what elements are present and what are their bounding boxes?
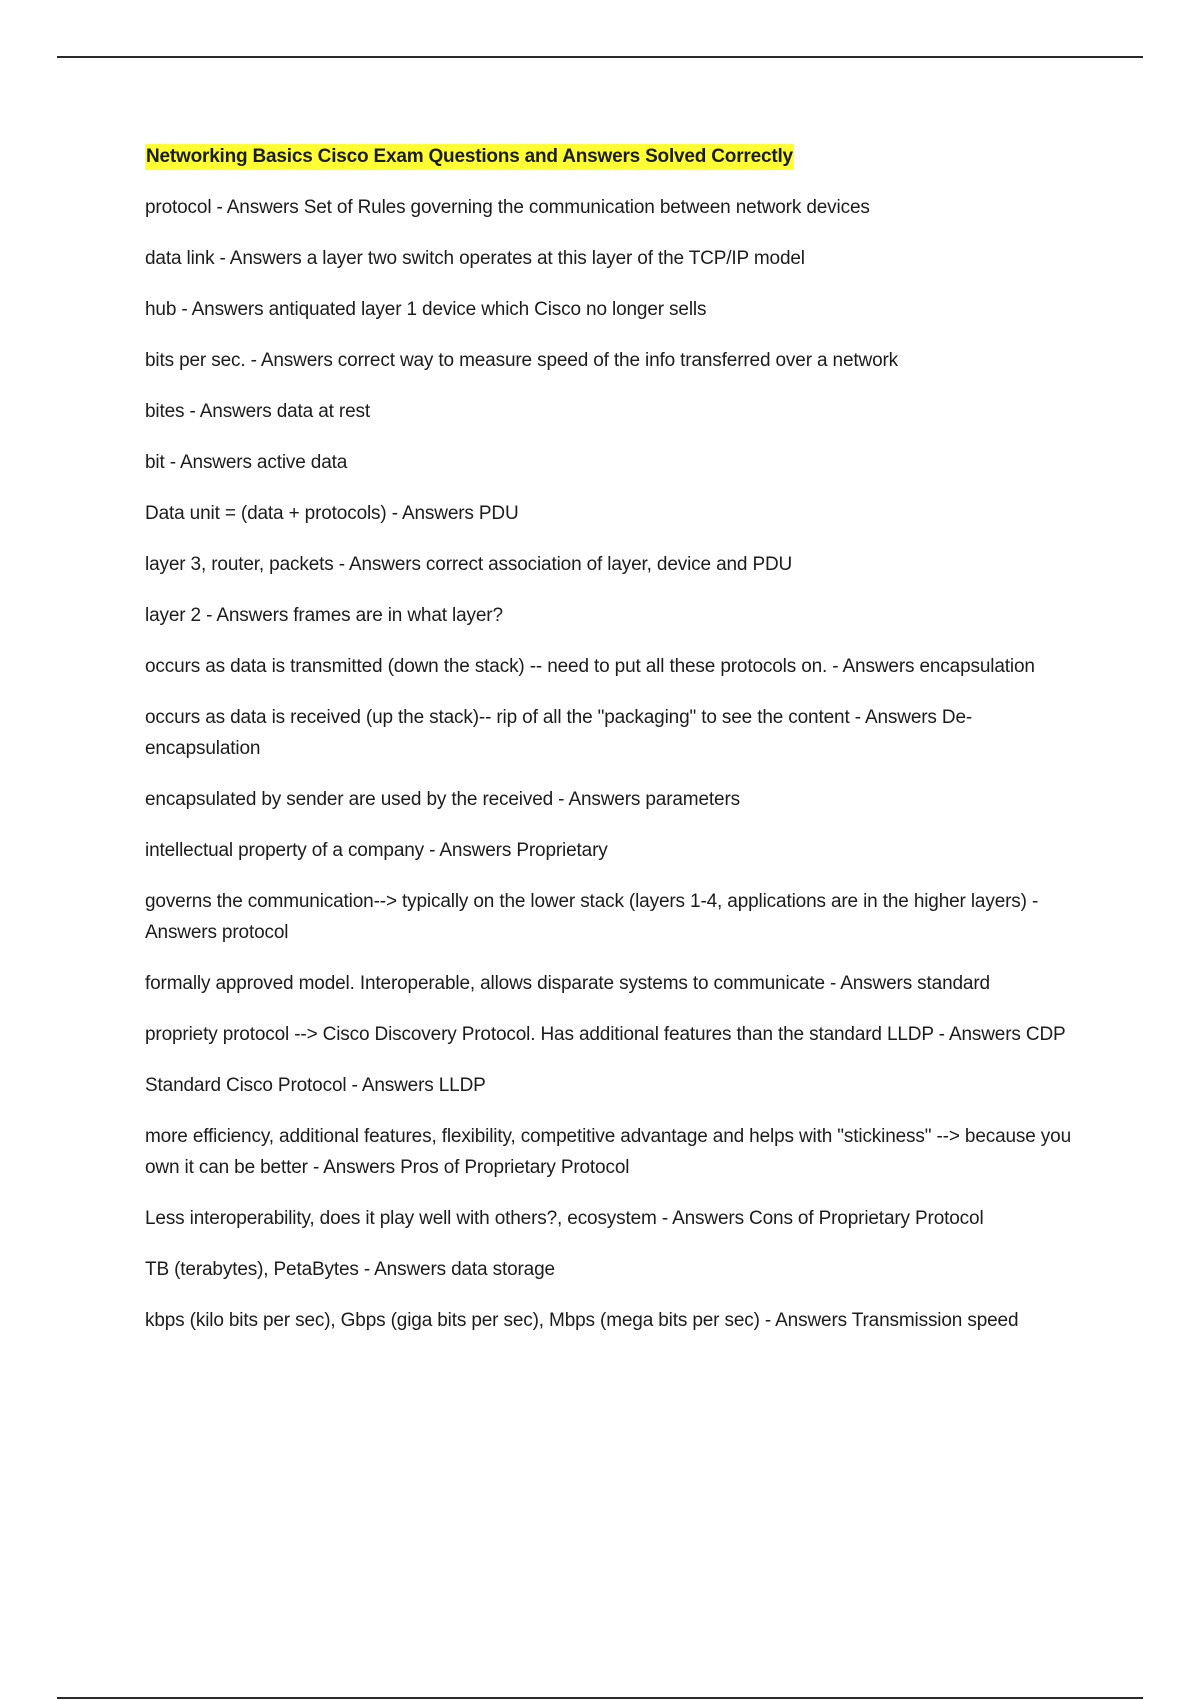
- qa-entry: governs the communication--> typically on the lower stack (layers 1-4, applications are in the higher layers) - Answers protocol: [145, 891, 1039, 943]
- qa-entry: data link - Answers a layer two switch operates at this layer of the TCP/IP model: [145, 248, 805, 269]
- qa-entry: layer 3, router, packets - Answers correct association of layer, device and PDU: [145, 554, 793, 575]
- qa-entry: encapsulated by sender are used by the received - Answers parameters: [145, 789, 740, 810]
- qa-entry: Less interoperability, does it play well with others?, ecosystem - Answers Cons of Proprietary Protocol: [145, 1208, 984, 1229]
- qa-entry: formally approved model. Interoperable, allows disparate systems to communicate - Answers standard: [145, 973, 990, 994]
- document-body: [145, 144, 1085, 1356]
- page-top-rule: [57, 56, 1143, 58]
- page-bottom-rule: [57, 1697, 1143, 1699]
- document-title: Networking Basics Cisco Exam Questions and Answers Solved Correctly: [145, 144, 794, 170]
- qa-entry: Standard Cisco Protocol - Answers LLDP: [145, 1075, 486, 1096]
- qa-entry: bit - Answers active data: [145, 452, 348, 473]
- qa-entry: bites - Answers data at rest: [145, 401, 370, 422]
- qa-entry: layer 2 - Answers frames are in what layer?: [145, 605, 503, 626]
- qa-entry: hub - Answers antiquated layer 1 device which Cisco no longer sells: [145, 299, 707, 320]
- qa-entry: protocol - Answers Set of Rules governing the communication between network devices: [145, 197, 870, 218]
- qa-entry: TB (terabytes), PetaBytes - Answers data storage: [145, 1259, 555, 1280]
- qa-entry: occurs as data is received (up the stack)-- rip of all the "packaging" to see the content - Answers De-encapsulation: [145, 707, 973, 759]
- qa-entry: occurs as data is transmitted (down the stack) -- need to put all these protocols on. - Answers encapsulation: [145, 656, 1035, 677]
- qa-entry: intellectual property of a company - Answers Proprietary: [145, 840, 608, 861]
- qa-entry: kbps (kilo bits per sec), Gbps (giga bits per sec), Mbps (mega bits per sec) - Answers Transmission speed: [145, 1310, 1019, 1331]
- qa-entry: bits per sec. - Answers correct way to measure speed of the info transferred over a network: [145, 350, 899, 371]
- qa-entry: more efficiency, additional features, flexibility, competitive advantage and helps with "stickiness" --> because you own it can be better - Answers Pros of Proprietary Protocol: [145, 1126, 1071, 1178]
- qa-entry: Data unit = (data + protocols) - Answers PDU: [145, 503, 519, 524]
- qa-entry: propriety protocol --> Cisco Discovery Protocol. Has additional features than the standard LLDP - Answers CDP: [145, 1024, 1066, 1045]
